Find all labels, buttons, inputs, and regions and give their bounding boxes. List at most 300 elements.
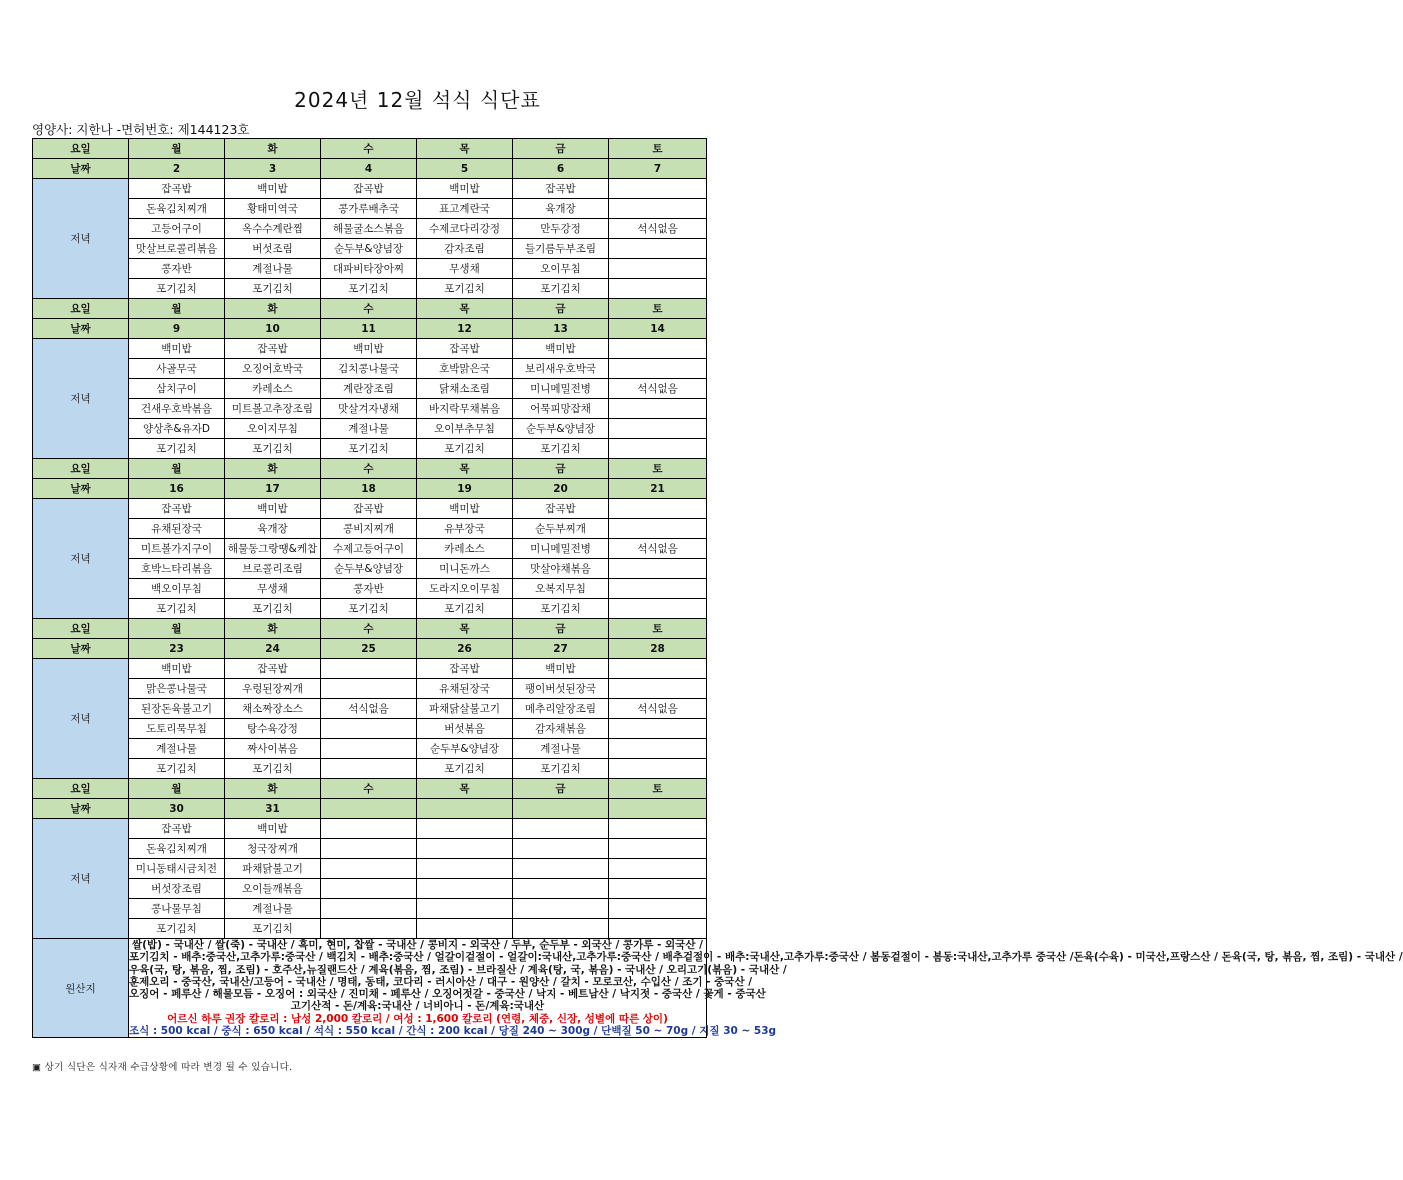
menu-row	[33, 499, 707, 519]
weekday-cell: 금	[513, 139, 609, 159]
menu-cell	[609, 919, 707, 939]
menu-row	[33, 259, 707, 279]
date-cell: 24	[225, 639, 321, 659]
menu-cell: 김치콩나물국	[321, 359, 417, 379]
menu-cell: 수제코다리강정	[417, 219, 513, 239]
menu-cell: 무생채	[417, 259, 513, 279]
menu-cell: 감자조림	[417, 239, 513, 259]
menu-cell: 버섯조림	[225, 239, 321, 259]
menu-cell: 잡곡밥	[225, 339, 321, 359]
weekday-cell: 토	[609, 619, 707, 639]
menu-cell: 감자채볶음	[513, 719, 609, 739]
menu-cell: 오이부추무침	[417, 419, 513, 439]
weekday-cell: 화	[225, 619, 321, 639]
menu-cell: 순두부&양념장	[321, 239, 417, 259]
date-row	[33, 159, 707, 179]
menu-cell	[609, 499, 707, 519]
menu-cell: 오복지무침	[513, 579, 609, 599]
menu-cell: 포기김치	[321, 279, 417, 299]
menu-row	[33, 539, 707, 559]
menu-cell: 잡곡밥	[417, 659, 513, 679]
menu-row	[33, 339, 707, 359]
menu-cell: 석식없음	[609, 219, 707, 239]
menu-cell: 탕수육강정	[225, 719, 321, 739]
menu-cell: 맑은콩나물국	[129, 679, 225, 699]
origin-info	[129, 939, 1403, 1038]
menu-cell: 만두강정	[513, 219, 609, 239]
menu-cell: 메추리알장조림	[513, 699, 609, 719]
menu-cell	[609, 839, 707, 859]
menu-cell: 포기김치	[129, 919, 225, 939]
menu-cell	[513, 859, 609, 879]
menu-cell	[609, 359, 707, 379]
menu-row	[33, 579, 707, 599]
menu-cell	[609, 519, 707, 539]
menu-cell: 수제고등어구이	[321, 539, 417, 559]
menu-cell	[609, 339, 707, 359]
menu-cell	[609, 759, 707, 779]
date-row	[33, 319, 707, 339]
date-cell: 6	[513, 159, 609, 179]
date-row	[33, 799, 707, 819]
menu-row	[33, 919, 707, 939]
menu-cell	[609, 199, 707, 219]
date-cell: 14	[609, 319, 707, 339]
date-cell: 18	[321, 479, 417, 499]
menu-row	[33, 739, 707, 759]
menu-cell: 파채닭살불고기	[417, 699, 513, 719]
menu-cell: 돈육김치찌개	[129, 199, 225, 219]
date-cell: 11	[321, 319, 417, 339]
menu-cell: 백미밥	[225, 819, 321, 839]
menu-cell	[609, 259, 707, 279]
weekday-cell: 수	[321, 139, 417, 159]
menu-cell: 포기김치	[513, 439, 609, 459]
menu-cell: 백미밥	[321, 339, 417, 359]
weekday-cell: 토	[609, 779, 707, 799]
menu-cell: 무생채	[225, 579, 321, 599]
menu-cell: 포기김치	[321, 599, 417, 619]
menu-cell: 잡곡밥	[225, 659, 321, 679]
menu-cell	[609, 859, 707, 879]
date-label: 날짜	[33, 479, 129, 499]
menu-cell: 백미밥	[225, 179, 321, 199]
date-cell	[609, 799, 707, 819]
menu-cell: 포기김치	[225, 919, 321, 939]
menu-cell: 계절나물	[321, 419, 417, 439]
menu-cell: 버섯장조림	[129, 879, 225, 899]
date-label: 날짜	[33, 799, 129, 819]
weekday-cell: 토	[609, 299, 707, 319]
menu-row	[33, 859, 707, 879]
menu-row	[33, 679, 707, 699]
menu-cell: 계절나물	[225, 899, 321, 919]
origin-line: 오징어 - 페루산 / 해물모듬 - 오징어 : 외국산 / 진미채 - 페루산 / 오징어젓갈 - 중국산 / 낙지 - 베트남산 / 낙지젓 - 중국산 / 꽃게 - 중국산	[129, 988, 766, 1001]
nutrition-note: 조식 : 500 kcal / 중식 : 650 kcal / 석식 : 550 kcal / 간식 : 200 kcal / 당질 240 ~ 300g / 단백질 50 ~ 70g / 지질 30 ~ 53g	[129, 1025, 777, 1038]
menu-cell: 계절나물	[513, 739, 609, 759]
meal-label: 저녁	[33, 179, 129, 299]
menu-table	[32, 138, 1403, 1038]
menu-cell: 호박느타리볶음	[129, 559, 225, 579]
menu-cell: 콩가루배추국	[321, 199, 417, 219]
origin-row	[33, 939, 707, 1038]
menu-cell: 유채된장국	[417, 679, 513, 699]
menu-row	[33, 719, 707, 739]
meal-label: 저녁	[33, 659, 129, 779]
menu-cell: 석식없음	[321, 699, 417, 719]
weekday-cell: 월	[129, 299, 225, 319]
menu-cell	[321, 679, 417, 699]
menu-cell: 오징어호박국	[225, 359, 321, 379]
weekday-cell: 목	[417, 139, 513, 159]
menu-cell: 미니메밀전병	[513, 539, 609, 559]
menu-cell: 호박맑은국	[417, 359, 513, 379]
menu-cell: 콩비지찌개	[321, 519, 417, 539]
menu-cell: 도토리묵무침	[129, 719, 225, 739]
menu-cell: 건새우호박볶음	[129, 399, 225, 419]
menu-cell	[321, 859, 417, 879]
date-cell: 25	[321, 639, 417, 659]
weekday-cell: 화	[225, 299, 321, 319]
weekday-cell: 목	[417, 459, 513, 479]
weekday-cell: 금	[513, 299, 609, 319]
weekday-cell: 금	[513, 459, 609, 479]
menu-cell: 보리새우호박국	[513, 359, 609, 379]
menu-cell: 브로콜리조림	[225, 559, 321, 579]
menu-cell: 백미밥	[129, 659, 225, 679]
menu-cell	[417, 879, 513, 899]
menu-cell: 돈육김치찌개	[129, 839, 225, 859]
menu-row	[33, 439, 707, 459]
menu-cell: 잡곡밥	[417, 339, 513, 359]
menu-cell	[609, 399, 707, 419]
menu-row	[33, 419, 707, 439]
origin-label: 원산지	[33, 939, 129, 1038]
menu-cell: 바지락무채볶음	[417, 399, 513, 419]
menu-cell	[513, 899, 609, 919]
weekday-cell: 월	[129, 779, 225, 799]
menu-cell: 포기김치	[417, 759, 513, 779]
weekday-cell: 금	[513, 779, 609, 799]
menu-cell: 포기김치	[417, 439, 513, 459]
weekday-row	[33, 139, 707, 159]
date-label: 날짜	[33, 319, 129, 339]
menu-cell: 백미밥	[129, 339, 225, 359]
menu-cell: 포기김치	[513, 599, 609, 619]
meal-label: 저녁	[33, 499, 129, 619]
menu-cell: 미니돈까스	[417, 559, 513, 579]
menu-cell	[609, 899, 707, 919]
date-cell: 30	[129, 799, 225, 819]
menu-cell	[609, 879, 707, 899]
menu-cell: 표고계란국	[417, 199, 513, 219]
menu-cell: 우렁된장찌개	[225, 679, 321, 699]
date-cell: 4	[321, 159, 417, 179]
menu-cell: 들기름두부조림	[513, 239, 609, 259]
menu-cell	[609, 559, 707, 579]
menu-row	[33, 559, 707, 579]
weekday-cell: 화	[225, 139, 321, 159]
weekday-label: 요일	[33, 299, 129, 319]
menu-cell	[513, 879, 609, 899]
date-cell: 17	[225, 479, 321, 499]
menu-row	[33, 659, 707, 679]
menu-cell: 버섯볶음	[417, 719, 513, 739]
menu-cell	[321, 899, 417, 919]
menu-cell	[417, 819, 513, 839]
weekday-cell: 수	[321, 459, 417, 479]
menu-cell	[609, 819, 707, 839]
menu-row	[33, 899, 707, 919]
menu-row	[33, 199, 707, 219]
date-cell: 9	[129, 319, 225, 339]
menu-cell: 콩자반	[129, 259, 225, 279]
weekday-cell: 수	[321, 619, 417, 639]
menu-cell: 채소짜장소스	[225, 699, 321, 719]
menu-row	[33, 879, 707, 899]
menu-cell	[417, 899, 513, 919]
weekday-label: 요일	[33, 459, 129, 479]
menu-cell	[609, 419, 707, 439]
menu-cell	[609, 179, 707, 199]
menu-cell	[321, 879, 417, 899]
menu-cell: 양상추&유자D	[129, 419, 225, 439]
menu-cell: 사골무국	[129, 359, 225, 379]
menu-cell: 고등어구이	[129, 219, 225, 239]
menu-row	[33, 399, 707, 419]
menu-cell: 맛살겨자냉채	[321, 399, 417, 419]
menu-cell: 잡곡밥	[513, 499, 609, 519]
origin-line: 고기산적 - 돈/계육:국내산 / 너비아니 - 돈/계육:국내산	[290, 1000, 545, 1013]
origin-line: 훈제오리 - 중국산, 국내산/고등어 - 국내산 / 명태, 동태, 코다리 - 러시아산 / 대구 - 원양산 / 갈치 - 모로코산, 수입산 / 조기 - 중국산 /	[129, 975, 753, 988]
date-cell: 3	[225, 159, 321, 179]
menu-cell	[513, 819, 609, 839]
menu-cell: 잡곡밥	[129, 819, 225, 839]
menu-cell: 청국장찌개	[225, 839, 321, 859]
date-cell: 2	[129, 159, 225, 179]
menu-cell	[609, 659, 707, 679]
menu-cell: 카레소스	[225, 379, 321, 399]
menu-cell: 포기김치	[129, 759, 225, 779]
menu-cell: 계절나물	[225, 259, 321, 279]
weekday-cell: 목	[417, 299, 513, 319]
menu-cell	[321, 739, 417, 759]
menu-row	[33, 759, 707, 779]
date-cell: 13	[513, 319, 609, 339]
menu-cell: 카레소스	[417, 539, 513, 559]
weekday-cell: 수	[321, 779, 417, 799]
menu-cell: 백미밥	[417, 179, 513, 199]
weekday-cell: 목	[417, 619, 513, 639]
menu-cell: 미니동태시금치전	[129, 859, 225, 879]
date-cell: 10	[225, 319, 321, 339]
origin-line: 우육(국, 탕, 볶음, 찜, 조림) - 호주산,뉴질랜드산 / 계육(볶음, 찜, 조림) - 브라질산 / 계육(탕, 국, 볶음) - 국내산 / 오리고기(볶음) - 국내산 /	[129, 963, 787, 976]
menu-cell	[321, 919, 417, 939]
menu-cell: 잡곡밥	[513, 179, 609, 199]
menu-cell: 어묵피망잡채	[513, 399, 609, 419]
menu-cell: 팽이버섯된장국	[513, 679, 609, 699]
menu-cell: 된장돈육불고기	[129, 699, 225, 719]
menu-cell	[513, 919, 609, 939]
menu-row	[33, 839, 707, 859]
weekday-cell: 토	[609, 459, 707, 479]
date-cell: 27	[513, 639, 609, 659]
menu-cell: 해물동그랑땡&케찹	[225, 539, 321, 559]
date-label: 날짜	[33, 639, 129, 659]
menu-row	[33, 359, 707, 379]
origin-line: 쌀(밥) - 국내산 / 쌀(죽) - 국내산 / 흑미, 현미, 찹쌀 - 국내산 / 콩비지 - 외국산 / 두부, 순두부 - 외국산 / 콩가루 - 외국산 /	[132, 939, 703, 951]
menu-cell: 포기김치	[225, 439, 321, 459]
date-row	[33, 479, 707, 499]
menu-cell: 포기김치	[321, 439, 417, 459]
date-label: 날짜	[33, 159, 129, 179]
meal-label: 저녁	[33, 339, 129, 459]
menu-cell: 황태미역국	[225, 199, 321, 219]
weekday-row	[33, 619, 707, 639]
menu-cell: 콩자반	[321, 579, 417, 599]
menu-cell: 삼치구이	[129, 379, 225, 399]
menu-row	[33, 599, 707, 619]
menu-cell: 석식없음	[609, 379, 707, 399]
menu-cell: 유부장국	[417, 519, 513, 539]
weekday-cell: 화	[225, 779, 321, 799]
date-cell	[417, 799, 513, 819]
menu-cell	[609, 279, 707, 299]
menu-cell: 계란장조림	[321, 379, 417, 399]
origin-line: 포기김치 - 배추:중국산,고추가루:중국산 / 백김치 - 배추:중국산 / 얼갈이겉절이 - 얼갈이:국내산,고추가루:중국산 / 배추겉절이 - 배추:국내산,고추가루:중국산 / 봄동겉절이 - 봄동:국내산,고추가루 중국산 /돈육(수육) - 미국산,프랑스산 / 돈육(국, 탕, 볶음, 찜, 조림) - 국내산 /	[129, 951, 1403, 964]
menu-row	[33, 279, 707, 299]
menu-cell	[417, 839, 513, 859]
menu-row	[33, 519, 707, 539]
menu-cell: 포기김치	[417, 599, 513, 619]
menu-cell: 육개장	[225, 519, 321, 539]
date-cell: 16	[129, 479, 225, 499]
menu-cell: 백미밥	[417, 499, 513, 519]
weekday-cell: 월	[129, 459, 225, 479]
menu-cell: 백미밥	[225, 499, 321, 519]
menu-cell	[513, 839, 609, 859]
menu-cell: 석식없음	[609, 699, 707, 719]
date-cell: 28	[609, 639, 707, 659]
date-cell: 5	[417, 159, 513, 179]
weekday-label: 요일	[33, 139, 129, 159]
weekday-row	[33, 779, 707, 799]
menu-cell: 백미밥	[513, 339, 609, 359]
menu-cell	[609, 579, 707, 599]
menu-cell: 잡곡밥	[129, 499, 225, 519]
menu-cell: 순두부&양념장	[513, 419, 609, 439]
dietitian-info: 영양사: 지한나 -면허번호: 제144123호	[32, 122, 250, 137]
menu-cell: 계절나물	[129, 739, 225, 759]
menu-cell: 잡곡밥	[129, 179, 225, 199]
calorie-note: 어르신 하루 권장 칼로리 : 남성 2,000 칼로리 / 여성 : 1,600 칼로리 (연령, 체중, 신장, 성별에 따른 상이)	[167, 1012, 668, 1025]
menu-cell: 맛살야채볶음	[513, 559, 609, 579]
date-cell: 7	[609, 159, 707, 179]
menu-row	[33, 239, 707, 259]
menu-cell	[417, 919, 513, 939]
menu-cell: 오이지무침	[225, 419, 321, 439]
date-cell: 19	[417, 479, 513, 499]
menu-cell: 미트볼가지구이	[129, 539, 225, 559]
menu-cell: 포기김치	[225, 279, 321, 299]
weekday-cell: 월	[129, 619, 225, 639]
menu-row	[33, 819, 707, 839]
weekday-label: 요일	[33, 619, 129, 639]
menu-cell: 순두부&양념장	[321, 559, 417, 579]
menu-cell	[321, 719, 417, 739]
menu-cell: 포기김치	[225, 599, 321, 619]
date-cell: 20	[513, 479, 609, 499]
menu-cell	[609, 599, 707, 619]
menu-cell: 도라지오이무침	[417, 579, 513, 599]
weekday-label: 요일	[33, 779, 129, 799]
menu-cell: 유채된장국	[129, 519, 225, 539]
menu-cell: 잡곡밥	[321, 179, 417, 199]
date-row	[33, 639, 707, 659]
weekday-cell: 금	[513, 619, 609, 639]
menu-cell	[609, 719, 707, 739]
menu-cell: 오이무침	[513, 259, 609, 279]
menu-cell: 육개장	[513, 199, 609, 219]
menu-cell: 오이들깨볶음	[225, 879, 321, 899]
menu-cell	[321, 839, 417, 859]
date-cell: 26	[417, 639, 513, 659]
date-cell: 31	[225, 799, 321, 819]
weekday-row	[33, 299, 707, 319]
meal-label: 저녁	[33, 819, 129, 939]
weekday-cell: 화	[225, 459, 321, 479]
weekday-cell: 월	[129, 139, 225, 159]
menu-cell: 포기김치	[129, 599, 225, 619]
menu-cell: 포기김치	[129, 439, 225, 459]
menu-row	[33, 379, 707, 399]
menu-cell: 포기김치	[417, 279, 513, 299]
menu-cell	[609, 439, 707, 459]
menu-cell: 미트볼고추장조림	[225, 399, 321, 419]
date-cell: 21	[609, 479, 707, 499]
menu-cell: 포기김치	[129, 279, 225, 299]
menu-cell: 포기김치	[225, 759, 321, 779]
menu-cell: 미니메밀전병	[513, 379, 609, 399]
menu-cell: 파채닭불고기	[225, 859, 321, 879]
date-cell: 23	[129, 639, 225, 659]
menu-cell: 포기김치	[513, 279, 609, 299]
menu-cell: 순두부찌개	[513, 519, 609, 539]
page-title: 2024년 12월 석식 식단표	[294, 88, 541, 112]
menu-cell: 해물굴소스볶음	[321, 219, 417, 239]
menu-cell	[609, 739, 707, 759]
menu-cell: 잡곡밥	[321, 499, 417, 519]
menu-cell: 옥수수계란찜	[225, 219, 321, 239]
menu-cell	[609, 239, 707, 259]
menu-cell	[417, 859, 513, 879]
weekday-cell: 수	[321, 299, 417, 319]
menu-row	[33, 699, 707, 719]
date-cell	[321, 799, 417, 819]
menu-cell: 짜사이볶음	[225, 739, 321, 759]
footnote: ▣ 상기 식단은 식자재 수급상황에 따라 변경 될 수 있습니다.	[32, 1062, 293, 1073]
menu-cell	[321, 819, 417, 839]
menu-cell: 백오이무침	[129, 579, 225, 599]
menu-cell: 포기김치	[513, 759, 609, 779]
weekday-cell: 목	[417, 779, 513, 799]
menu-cell: 백미밥	[513, 659, 609, 679]
menu-cell: 콩나물무침	[129, 899, 225, 919]
weekday-row	[33, 459, 707, 479]
menu-cell	[321, 659, 417, 679]
menu-row	[33, 179, 707, 199]
menu-cell: 맛살브로콜리볶음	[129, 239, 225, 259]
